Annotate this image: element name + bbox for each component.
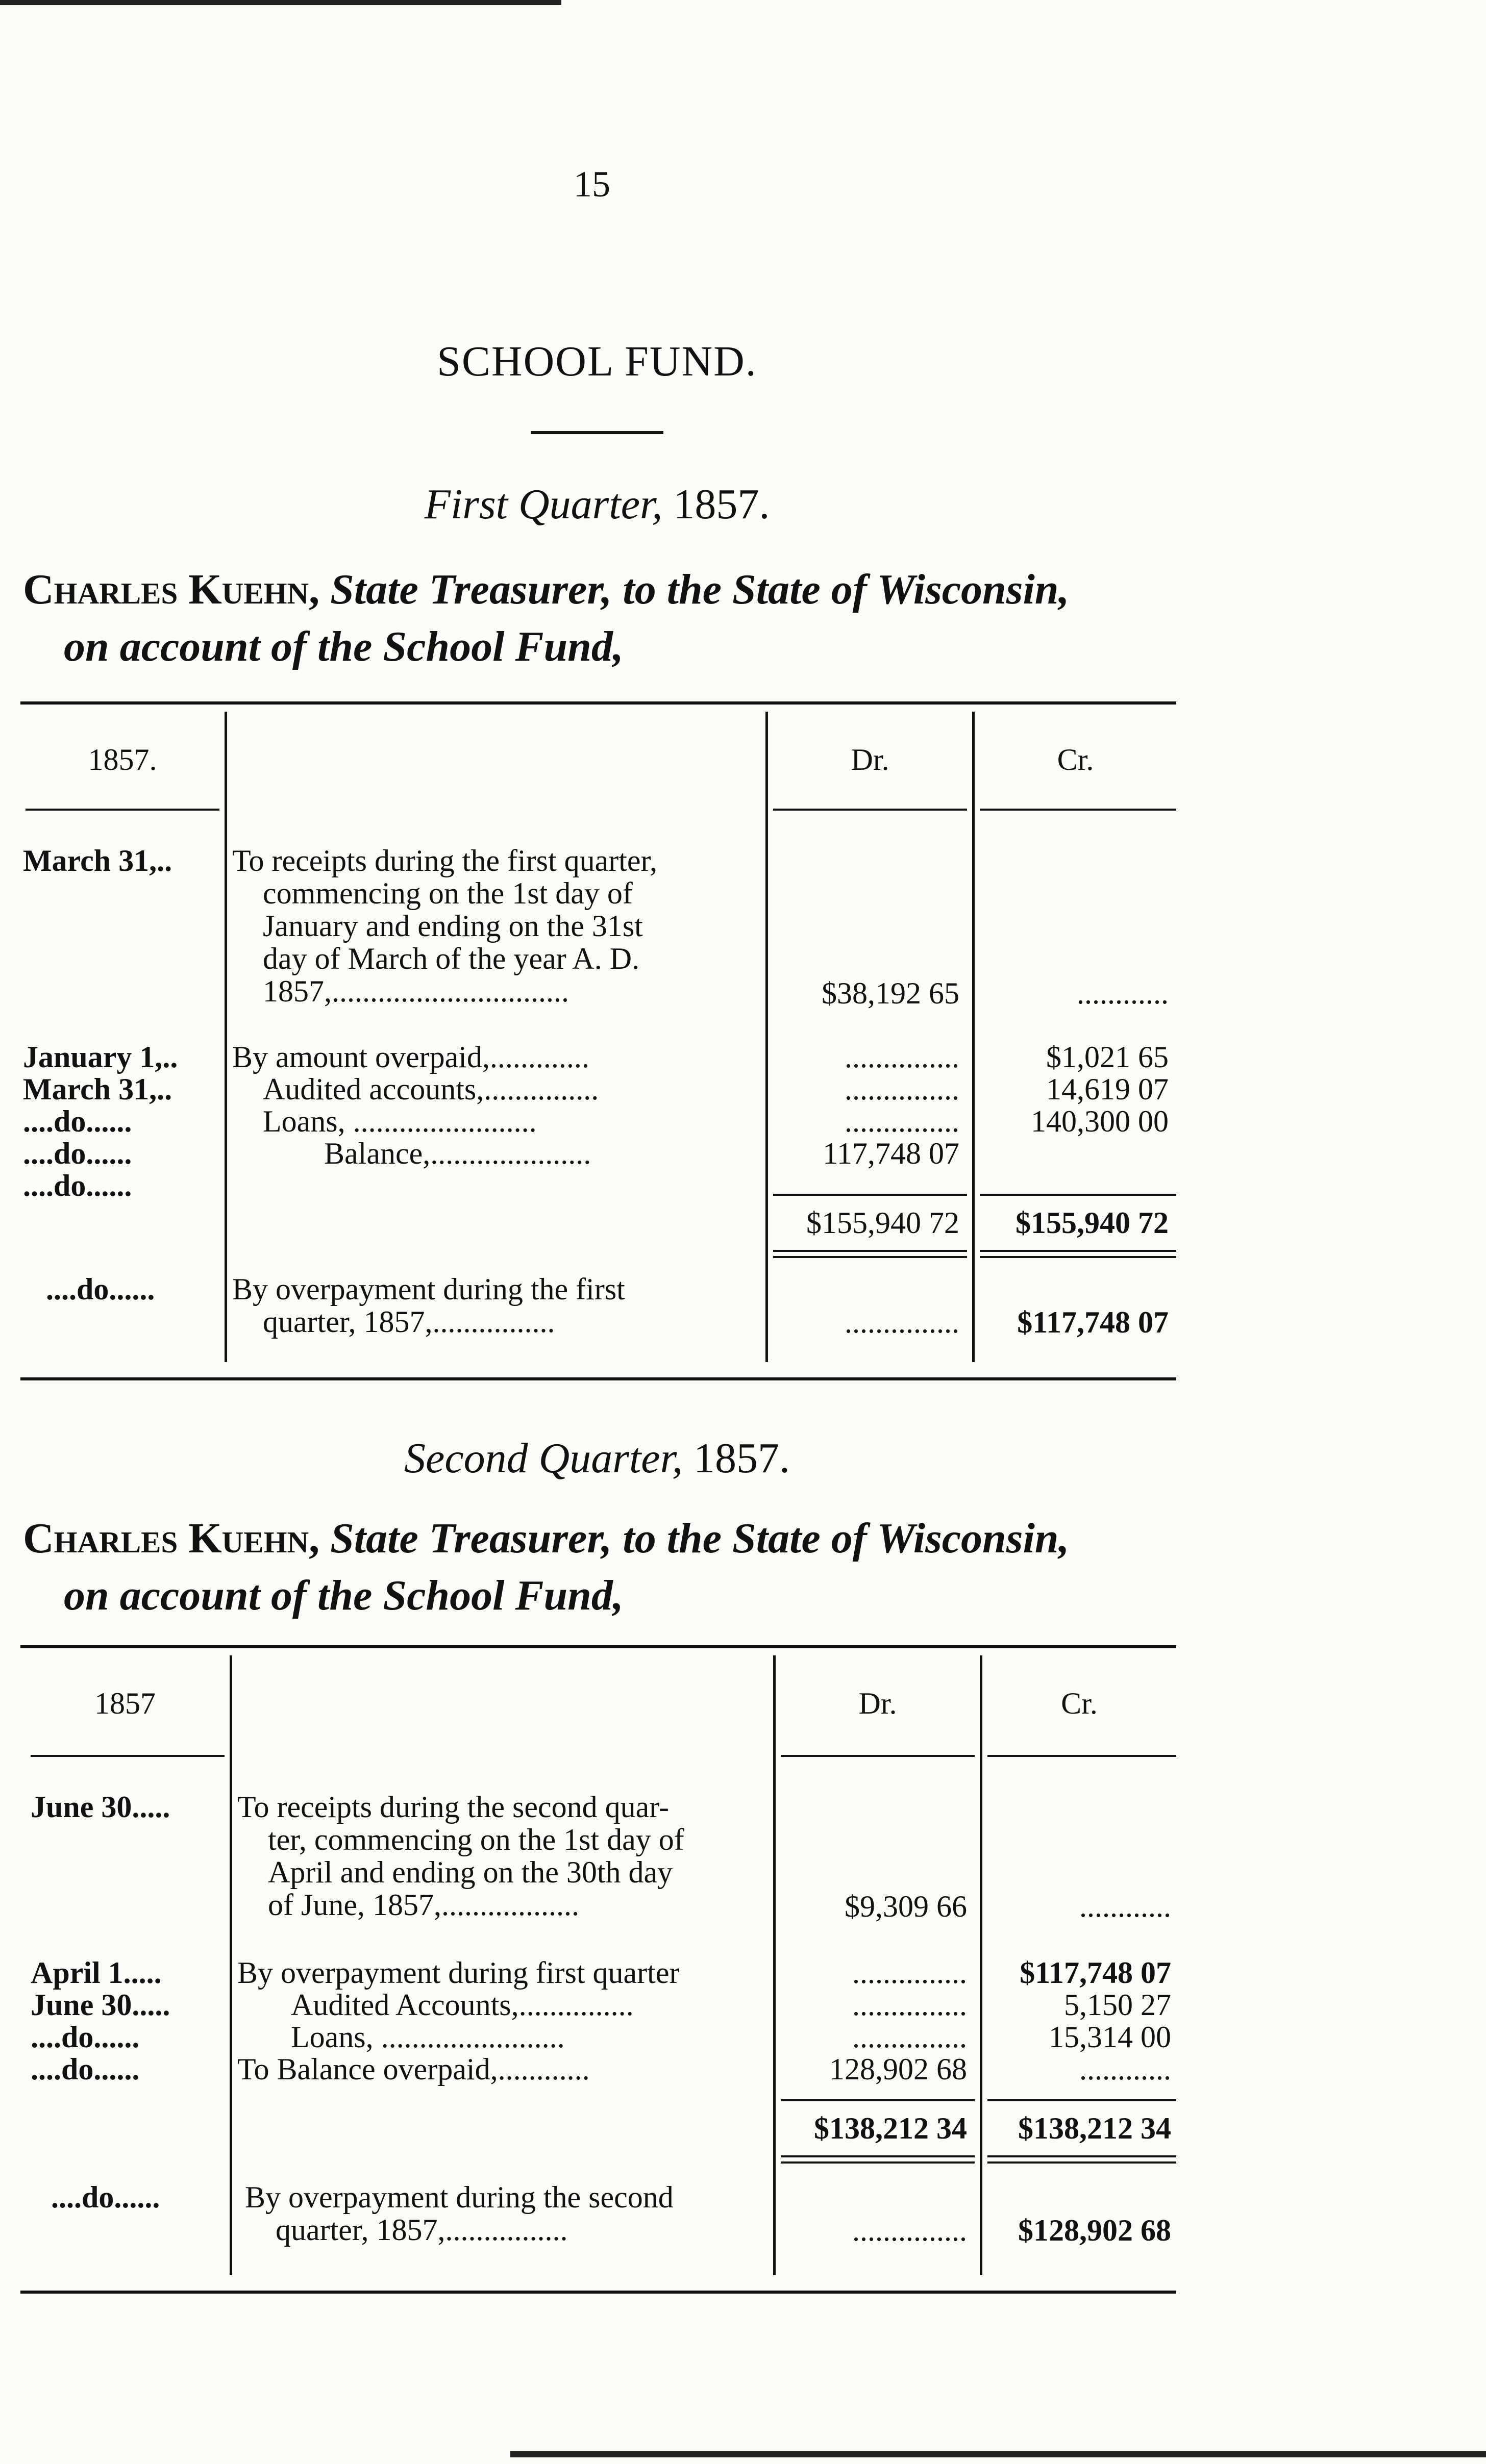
page-bottom-edge <box>510 2451 1486 2457</box>
entry-description: Loans, ........................ <box>291 2020 565 2054</box>
entry-description: Audited accounts,............... <box>263 1072 599 1106</box>
cr-amount: 140,300 00 <box>1031 1104 1169 1138</box>
title-rule <box>531 431 663 434</box>
cr-amount: $117,748 07 <box>1020 1956 1171 1990</box>
entry-date: June 30..... <box>31 1988 170 2022</box>
entry-date: June 30..... <box>31 1790 170 1824</box>
entry-description: To receipts during the first quarter, commencing on the 1st day of January and ending on the 31st day of March of the year A. D. 1857,............................... <box>232 844 658 1008</box>
entry-date: ....do...... <box>23 1169 132 1202</box>
dr-amount: ............... <box>852 2020 967 2054</box>
dr-amount: ............... <box>852 1988 967 2022</box>
entry-description: To Balance overpaid,............ <box>237 2052 590 2086</box>
entry-description: Audited Accounts,............... <box>291 1988 634 2022</box>
treasurer-name: Charles Kuehn, <box>23 566 320 613</box>
entry-date: ....do...... <box>23 1137 132 1170</box>
dr-amount: ............... <box>845 1305 959 1339</box>
entry-date: ....do...... <box>31 2020 140 2054</box>
entry-description: Balance,..................... <box>324 1137 591 1170</box>
dr-amount: 128,902 68 <box>829 2052 967 2086</box>
dr-amount: $9,309 66 <box>845 1890 967 1923</box>
entry-description: Loans, ........................ <box>263 1104 537 1138</box>
entry-description: By overpayment during first quarter <box>237 1956 680 1990</box>
entry-date: March 31,.. <box>23 844 172 877</box>
dr-amount: ............... <box>845 1104 959 1138</box>
total-cr: $138,212 34 <box>1018 2111 1171 2145</box>
entry-description: By amount overpaid,............. <box>232 1040 589 1074</box>
dr-amount: 117,748 07 <box>823 1137 959 1170</box>
cr-amount: $117,748 07 <box>1017 1305 1169 1339</box>
column-cr: Cr. <box>1057 743 1094 776</box>
entry-date: ....do...... <box>46 1272 155 1306</box>
cr-amount: 5,150 27 <box>1064 1988 1171 2022</box>
entry-date: March 31,.. <box>23 1072 172 1106</box>
total-dr: $138,212 34 <box>814 2111 967 2145</box>
account-heading-2: Charles Kuehn, State Treasurer, to the State of Wisconsin, on account of the School Fund, <box>23 1515 1070 1619</box>
page-number: 15 <box>574 164 610 205</box>
entry-description: By overpayment during the first quarter, 1857,................ <box>232 1272 625 1339</box>
cr-amount: 15,314 00 <box>1049 2020 1171 2054</box>
entry-description: By overpayment during the second quarter, 1857,................ <box>245 2180 674 2247</box>
dr-amount: $38,192 65 <box>822 976 959 1010</box>
column-year: 1857 <box>94 1687 156 1720</box>
dr-amount: ............... <box>845 1072 959 1106</box>
dr-amount: ............... <box>845 1040 959 1074</box>
treasurer-name: Charles Kuehn, <box>23 1515 320 1562</box>
entry-date: ....do...... <box>23 1104 132 1138</box>
cr-amount: $1,021 65 <box>1046 1040 1169 1074</box>
entry-date: January 1,.. <box>23 1040 178 1074</box>
cr-amount: 14,619 07 <box>1046 1072 1169 1106</box>
quarter-heading-2: Second Quarter, 1857. <box>404 1435 790 1482</box>
entry-date: ....do...... <box>51 2180 160 2214</box>
cr-amount: ............ <box>1079 1890 1171 1923</box>
column-dr: Dr. <box>851 743 889 776</box>
ledger-table-1 <box>20 701 1176 1385</box>
entry-description: To receipts during the second quar- ter, commencing on the 1st day of April and ending on the 30th day of June, 1857,.................. <box>237 1790 684 1922</box>
dr-amount: ............... <box>852 2214 967 2247</box>
cr-amount: ............ <box>1079 2052 1171 2086</box>
total-cr: $155,940 72 <box>1016 1206 1169 1240</box>
quarter-heading-1: First Quarter, 1857. <box>424 481 770 528</box>
page-title: SCHOOL FUND. <box>437 338 757 385</box>
page-top-edge <box>0 0 561 5</box>
entry-date: April 1..... <box>31 1956 162 1990</box>
total-dr: $155,940 72 <box>806 1206 959 1240</box>
account-heading-1: Charles Kuehn, State Treasurer, to the State of Wisconsin, on account of the School Fund, <box>23 566 1070 670</box>
cr-amount: $128,902 68 <box>1018 2214 1171 2247</box>
ledger-table-2 <box>20 1645 1176 2308</box>
entry-date: ....do...... <box>31 2052 140 2086</box>
column-dr: Dr. <box>858 1687 897 1720</box>
dr-amount: ............... <box>852 1956 967 1990</box>
column-year: 1857. <box>88 743 157 776</box>
cr-amount: ............ <box>1077 976 1169 1010</box>
column-cr: Cr. <box>1061 1687 1098 1720</box>
